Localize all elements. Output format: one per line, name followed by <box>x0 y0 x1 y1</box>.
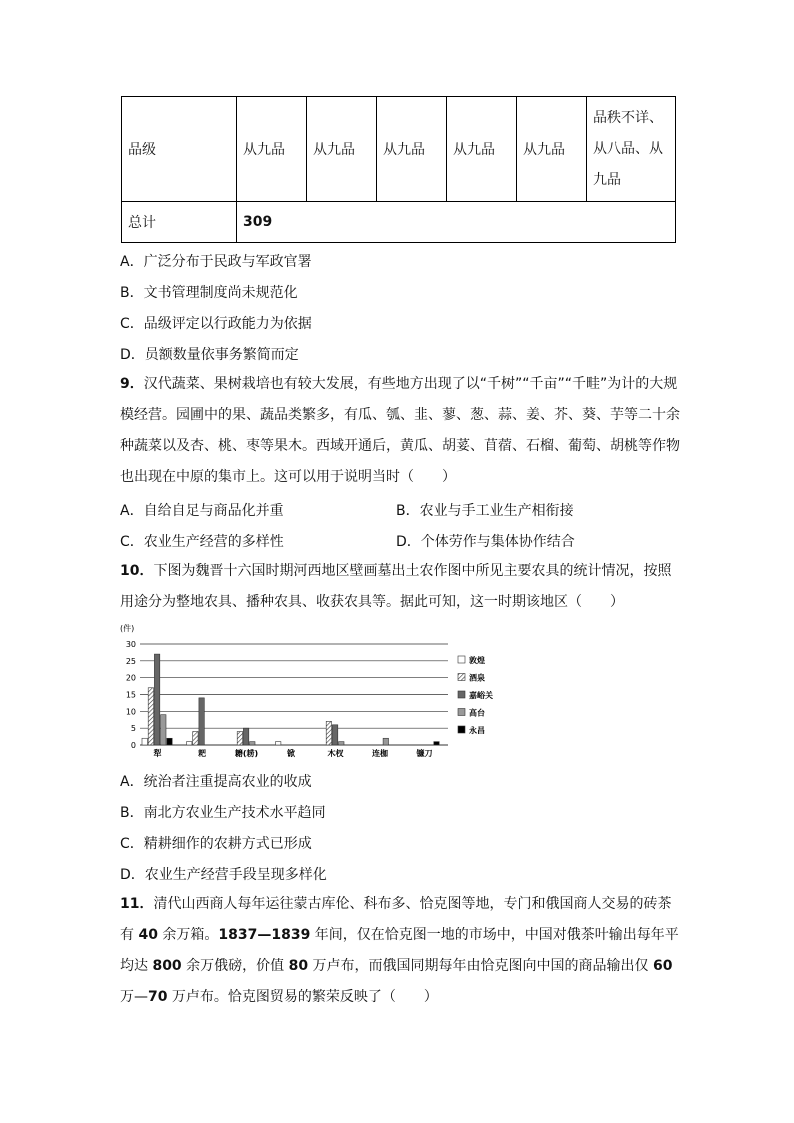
legend-swatch-高台 <box>458 709 465 716</box>
y-tick-label: 15 <box>125 690 136 700</box>
q11-text: 余万俄磅，价值 <box>181 958 289 974</box>
q9-option-d: D．个体劳作与集体协作结合 <box>396 534 575 550</box>
bar-嘉峪关-耙 <box>199 698 204 745</box>
table-cell: 从九品 <box>377 97 447 202</box>
bar-高台-犁 <box>161 715 166 745</box>
q11-number-value: 60 <box>652 958 673 974</box>
q11-number-value: 1837—1839 <box>218 927 311 943</box>
x-tick-label: 犁 <box>153 749 162 758</box>
q11-text: 万卢布，而俄国同期每年由恰克图向中国的商品输出仅 <box>308 958 653 974</box>
bar-嘉峪关-木杈 <box>332 725 337 745</box>
q11-number-value: 800 <box>152 958 182 974</box>
q10-option-d: D．农业生产经营手段呈现多样化 <box>120 867 327 883</box>
table-cell: 从九品 <box>447 97 517 202</box>
y-tick-label: 0 <box>130 741 136 750</box>
bar-高台-连枷 <box>383 738 388 745</box>
q11-text: 余万箱。 <box>157 927 219 943</box>
q9-option-b: B．农业与手工业生产相衔接 <box>396 503 574 519</box>
y-axis-unit-label: (件) <box>120 624 135 633</box>
q10-number: 10． <box>120 563 154 579</box>
x-tick-label: 镰刀 <box>416 749 433 758</box>
bar-高台-木杈 <box>339 742 344 745</box>
bar-酒泉-犁 <box>148 688 153 745</box>
q8-option-d: D．员额数量依事务繁简而定 <box>120 347 299 363</box>
bar-敦煌-犁 <box>142 738 147 745</box>
y-tick-label: 10 <box>125 707 136 717</box>
q9-text: 汉代蔬菜、果树栽培也有较大发展，有些地方出现了以“千树”“千亩”“千畦”为计的大规模经营。园圃中的果、蔬品类繁多，有瓜、瓠、韭、蓼、葱、蒜、姜、芥、葵、芋等二十余种蔬菜以及杏、桃、枣等果木。西域开通后，黄瓜、胡荽、苜蓿、石榴、葡萄、胡桃等作物也出现在中原的集市上。这可以用于说明当时（ ） <box>120 376 680 485</box>
table-cell: 从九品 <box>237 97 307 202</box>
bar-嘉峪关-耱(耢) <box>243 728 248 745</box>
x-tick-label: 锨 <box>287 749 295 758</box>
q10-option-c: C．精耕细作的农耕方式已形成 <box>120 836 312 852</box>
q10-option-b: B．南北方农业生产技术水平趋同 <box>120 805 326 821</box>
q8-option-c: C．品级评定以行政能力为依据 <box>120 316 312 332</box>
q9-option-a: A．自给自足与商品化并重 <box>120 503 284 519</box>
q10-option-a: A．统治者注重提高农业的收成 <box>120 774 312 790</box>
legend-label: 高台 <box>469 708 485 718</box>
x-tick-label: 木杈 <box>327 749 344 758</box>
bar-酒泉-耙 <box>193 732 198 745</box>
grade-table <box>121 96 676 243</box>
x-tick-label: 耙 <box>198 749 206 758</box>
q11-text: 万卢布。恰克图贸易的繁荣反映了（ ） <box>167 989 438 1005</box>
q10-stem <box>120 556 680 618</box>
q11-number-value: 40 <box>138 927 158 943</box>
legend-label: 敦煌 <box>469 656 485 665</box>
bar-嘉峪关-犁 <box>154 654 159 745</box>
table-row-label: 总计 <box>122 202 237 243</box>
legend-label: 永昌 <box>469 726 485 735</box>
x-tick-label: 耱(耢) <box>234 749 259 758</box>
q9-stem <box>120 369 680 493</box>
legend-swatch-酒泉 <box>458 674 465 681</box>
bar-高台-耱(耢) <box>250 742 255 745</box>
q9-number: 9． <box>120 376 144 392</box>
table-cell: 品秩不详、从八品、从九品 <box>587 97 676 202</box>
q11-number-value: 70 <box>148 989 168 1005</box>
y-tick-label: 5 <box>130 724 136 734</box>
x-tick-label: 连枷 <box>372 749 388 758</box>
q11-text: 清代山西商人每年运往蒙古库伦、科布多、恰克图等地，专门和俄国商人交易的砖茶有 <box>120 896 672 943</box>
y-tick-label: 20 <box>125 673 136 683</box>
q9-option-c: C．农业生产经营的多样性 <box>120 534 284 550</box>
y-tick-label: 25 <box>125 656 136 666</box>
table-total-value: 309 <box>237 202 676 243</box>
bar-酒泉-耱(耢) <box>237 732 242 745</box>
bar-敦煌-锨 <box>276 742 281 745</box>
bar-永昌-犁 <box>167 738 172 745</box>
table-row <box>122 97 676 202</box>
table-cell: 从九品 <box>307 97 377 202</box>
table-cell: 从九品 <box>517 97 587 202</box>
q11-number-value: 80 <box>288 958 309 974</box>
bar-酒泉-木杈 <box>326 721 331 745</box>
q10-text: 下图为魏晋十六国时期河西地区壁画墓出土农作图中所见主要农具的统计情况，按照用途分为整地农具、播种农具、收获农具等。据此可知，这一时期该地区（ ） <box>120 563 672 610</box>
table-row-label: 品级 <box>122 97 237 202</box>
bar-永昌-镰刀 <box>434 742 439 745</box>
legend-label: 嘉峪关 <box>469 691 493 700</box>
bar-敦煌-耙 <box>187 742 192 745</box>
farm-tools-bar-chart <box>118 620 498 762</box>
legend-swatch-永昌 <box>458 726 465 733</box>
y-tick-label: 30 <box>125 640 136 649</box>
legend-label: 酒泉 <box>469 673 485 683</box>
q11-number: 11． <box>120 896 154 912</box>
table-row <box>122 202 676 243</box>
q8-option-a: A．广泛分布于民政与军政官署 <box>120 254 312 270</box>
q8-option-b: B．文书管理制度尚未规范化 <box>120 285 298 301</box>
q11-text: 年间，仅在恰克图一地的市场中，中国对俄茶叶输出每年平均达 <box>120 927 679 974</box>
q11-text: 万— <box>120 989 148 1005</box>
q11-stem <box>120 889 680 1013</box>
legend-swatch-敦煌 <box>458 656 465 663</box>
legend-swatch-嘉峪关 <box>458 691 465 698</box>
